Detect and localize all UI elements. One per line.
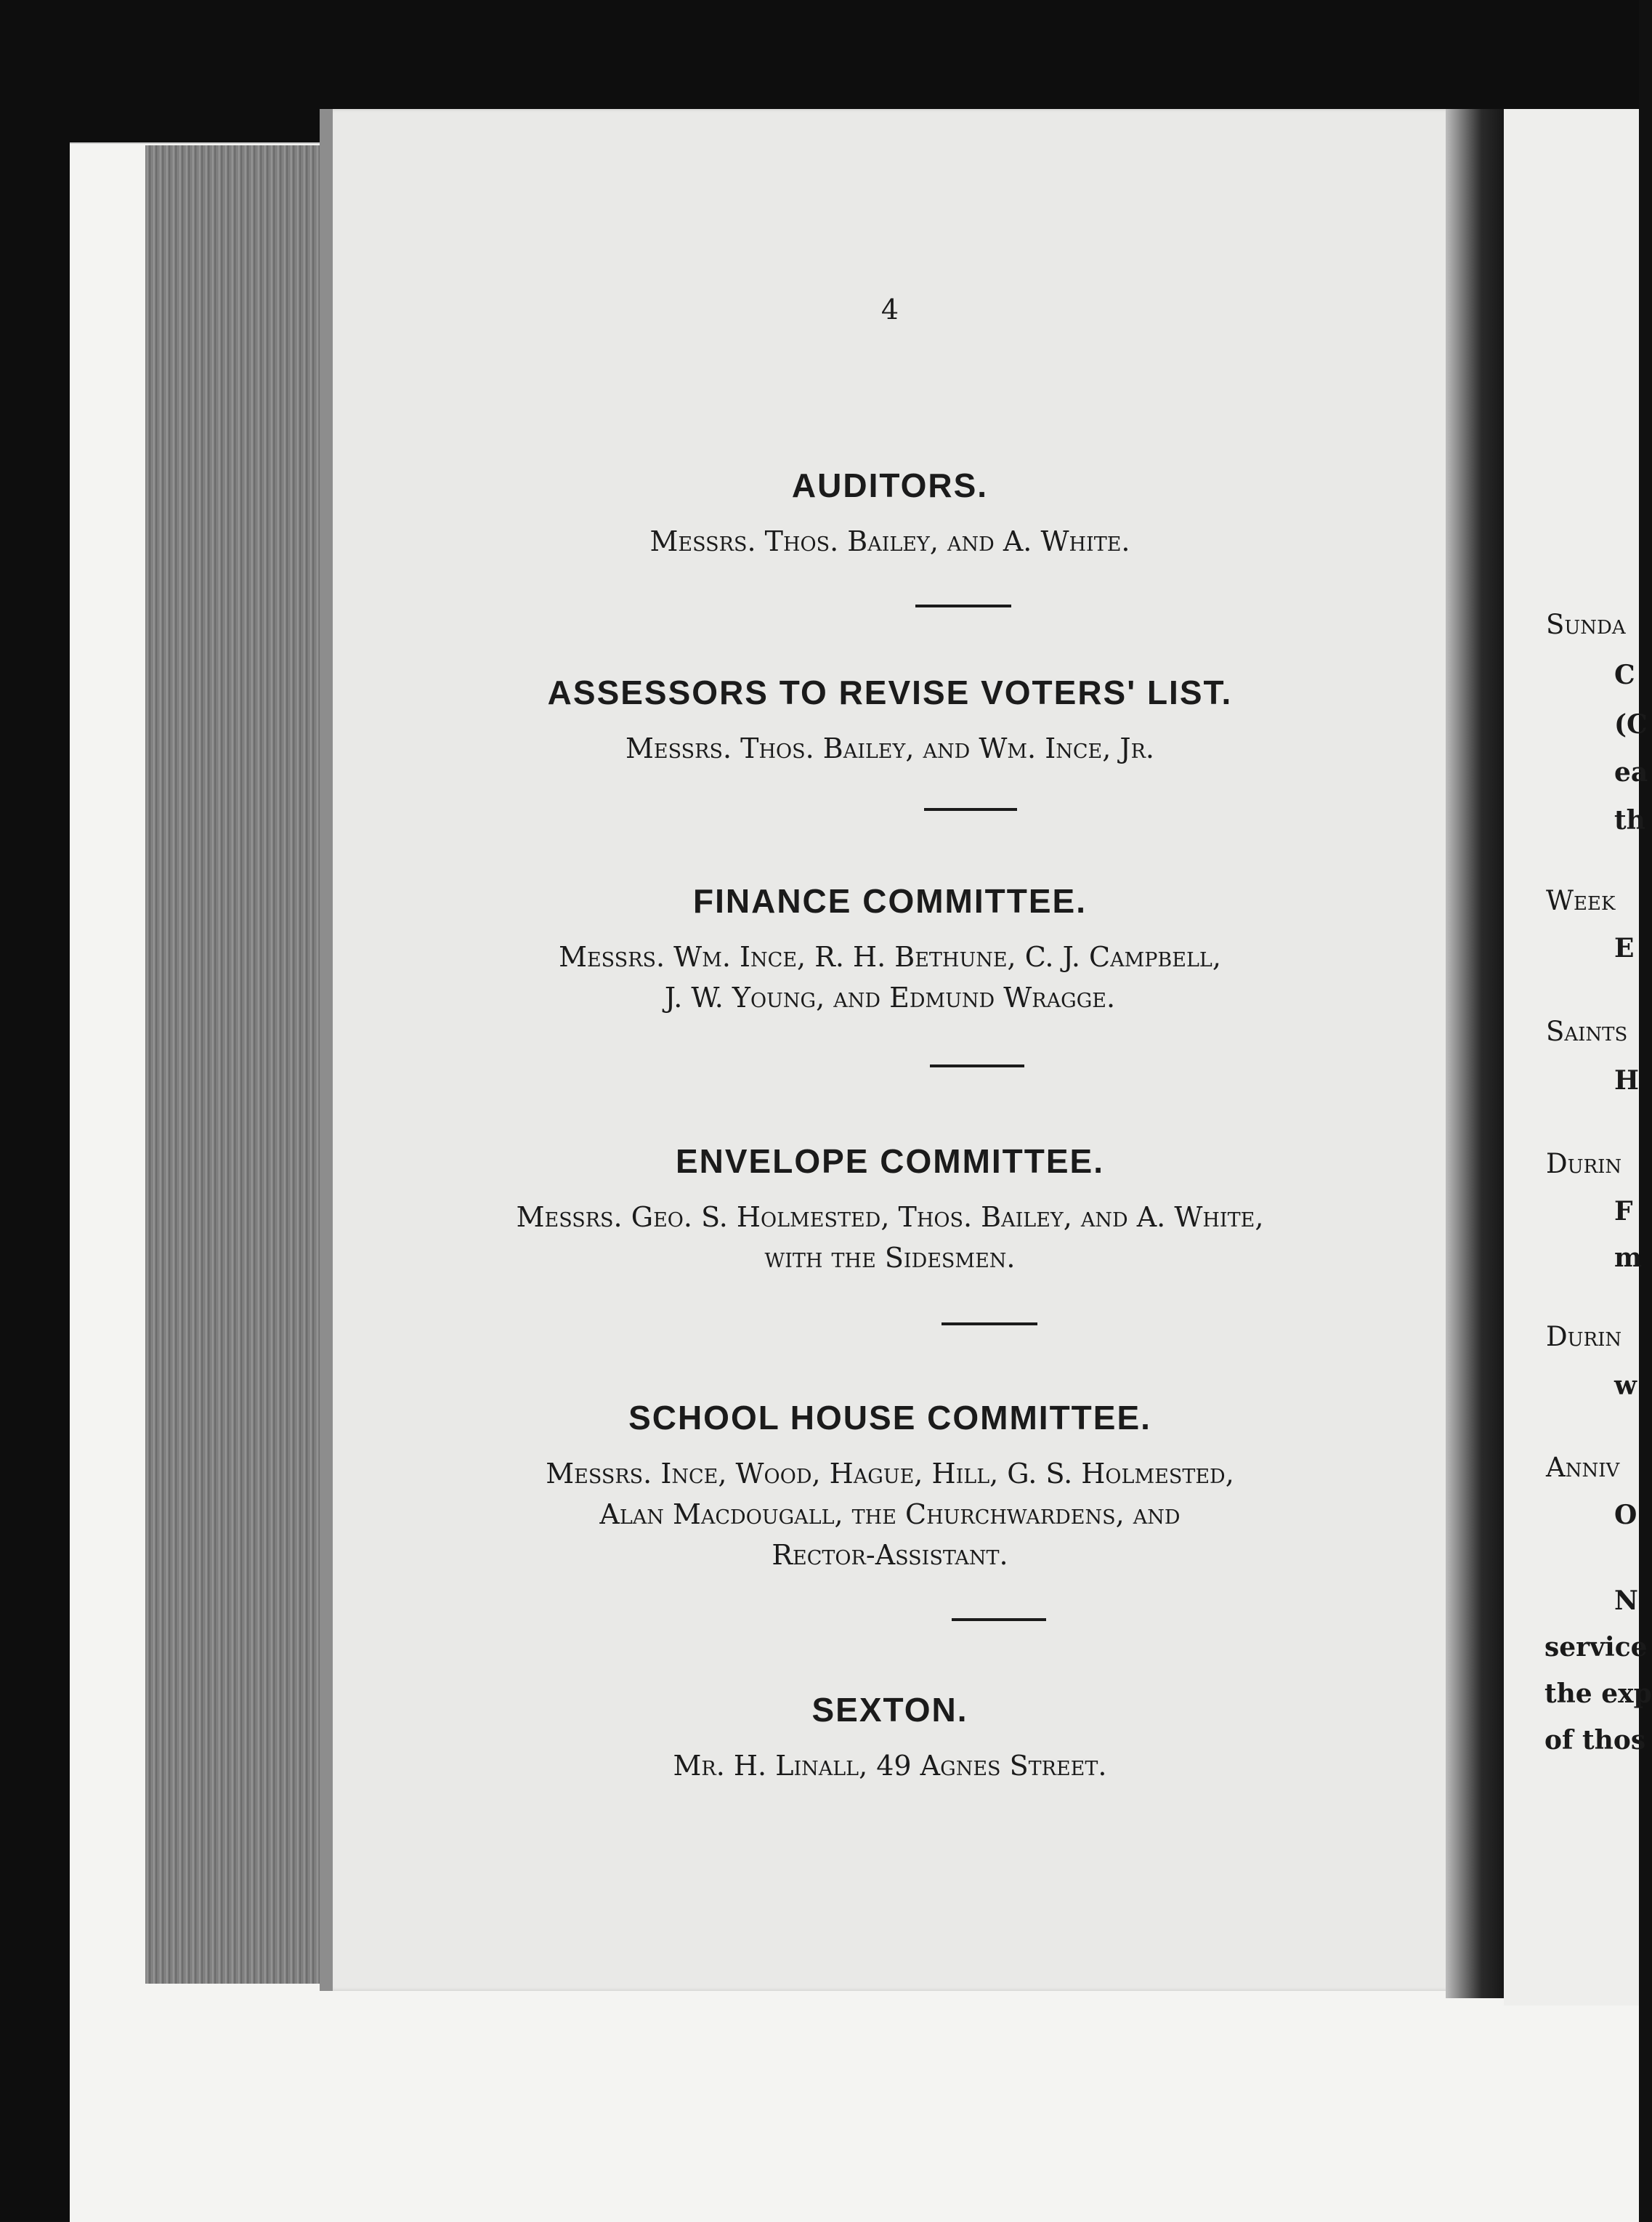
member-line: with the Sidesmen. bbox=[764, 1242, 1016, 1274]
member-line: Messrs. Wm. Ince, R. H. Bethune, C. J. Campbell, bbox=[559, 941, 1221, 973]
section-members bbox=[378, 1745, 1402, 1786]
section-divider bbox=[930, 1064, 1024, 1067]
facing-page-fragment: H bbox=[1614, 1065, 1640, 1096]
facing-page-fragment: Week bbox=[1546, 885, 1616, 916]
page-number: 4 bbox=[880, 294, 899, 326]
facing-page-fragment: Sunda bbox=[1546, 609, 1626, 640]
section-heading: ASSESSORS TO REVISE VOTERS' LIST. bbox=[547, 674, 1233, 711]
facing-page bbox=[1504, 109, 1652, 2005]
facing-page-fragment: Anniv bbox=[1546, 1452, 1620, 1483]
section-divider bbox=[924, 808, 1017, 811]
section-divider bbox=[915, 605, 1011, 607]
facing-page-fragment: of thos bbox=[1544, 1725, 1646, 1756]
section-divider bbox=[952, 1618, 1046, 1621]
section-envelope-committee bbox=[378, 1144, 1402, 1278]
facing-page-fragment: Saints bbox=[1546, 1016, 1628, 1047]
facing-page-fragment: m bbox=[1614, 1243, 1643, 1273]
member-line: Alan Macdougall, the Churchwardens, and bbox=[599, 1498, 1181, 1530]
book-gutter bbox=[1446, 109, 1511, 1998]
section-divider bbox=[942, 1322, 1037, 1325]
facing-page-fragment: N bbox=[1614, 1585, 1638, 1616]
member-line: Messrs. Thos. Bailey, and A. White. bbox=[649, 525, 1130, 557]
section-members bbox=[378, 728, 1402, 769]
section-heading: SCHOOL HOUSE COMMITTEE. bbox=[628, 1399, 1151, 1437]
facing-page-fragment: the exp bbox=[1544, 1678, 1652, 1709]
facing-page-fragment: th bbox=[1614, 805, 1645, 836]
section-finance-committee bbox=[378, 884, 1402, 1018]
member-line: Rector-Assistant. bbox=[772, 1539, 1008, 1571]
member-line: Mr. H. Linall, 49 Agnes Street. bbox=[673, 1750, 1107, 1782]
facing-page-fragment: ea bbox=[1614, 757, 1648, 788]
section-members bbox=[378, 1197, 1402, 1278]
facing-page-fragment: E bbox=[1614, 933, 1635, 963]
member-line: J. W. Young, and Edmund Wragge. bbox=[664, 982, 1116, 1014]
facing-page-fragment: Durin bbox=[1546, 1148, 1622, 1179]
section-members bbox=[378, 521, 1402, 562]
facing-page-fragment: F bbox=[1614, 1196, 1633, 1227]
member-line: Messrs. Geo. S. Holmested, Thos. Bailey, and A. White, bbox=[516, 1201, 1264, 1233]
facing-page-fragment: O bbox=[1614, 1500, 1637, 1530]
member-line: Messrs. Ince, Wood, Hague, Hill, G. S. Holmested, bbox=[546, 1458, 1234, 1490]
section-heading: ENVELOPE COMMITTEE. bbox=[675, 1142, 1105, 1180]
page-content bbox=[378, 109, 1402, 1998]
section-members bbox=[378, 937, 1402, 1018]
section-heading: AUDITORS. bbox=[791, 466, 989, 504]
member-line: Messrs. Thos. Bailey, and Wm. Ince, Jr. bbox=[625, 732, 1155, 764]
section-school-house-committee bbox=[378, 1401, 1402, 1575]
section-heading: SEXTON. bbox=[811, 1691, 968, 1729]
section-sexton bbox=[378, 1693, 1402, 1786]
facing-page-fragment: service bbox=[1544, 1632, 1648, 1663]
facing-page-fragment: C bbox=[1614, 660, 1635, 690]
facing-page-fragment: (C bbox=[1614, 709, 1648, 740]
section-members bbox=[378, 1453, 1402, 1575]
section-auditors bbox=[378, 466, 1402, 562]
facing-page-fragment: Durin bbox=[1546, 1321, 1622, 1352]
section-assessors bbox=[378, 676, 1402, 769]
section-heading: FINANCE COMMITTEE. bbox=[693, 882, 1087, 920]
facing-page-fragment: w bbox=[1614, 1370, 1637, 1401]
